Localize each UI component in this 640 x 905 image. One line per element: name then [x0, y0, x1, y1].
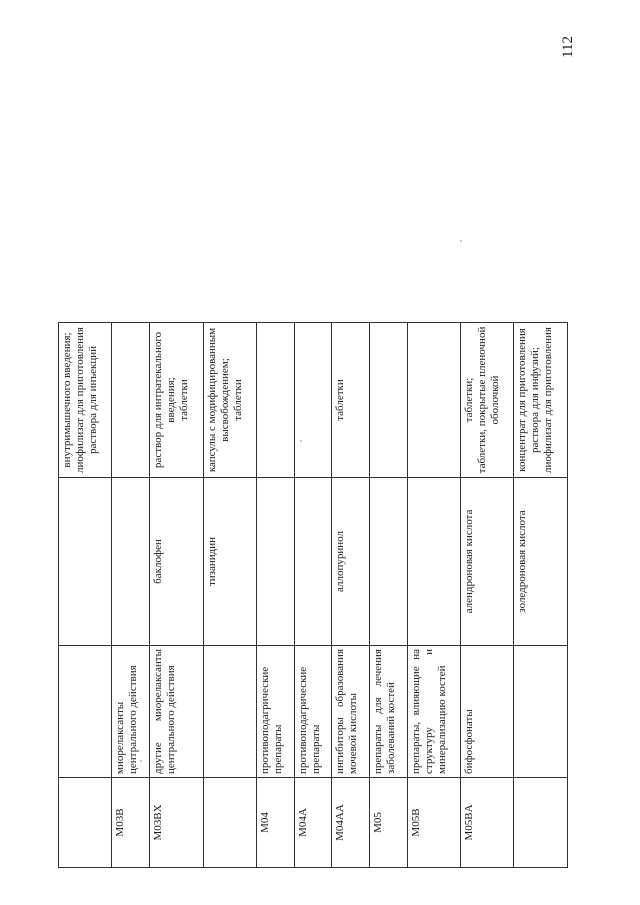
atc-group-cell — [203, 646, 256, 778]
atc-code-cell — [59, 778, 112, 868]
atc-code-cell — [514, 778, 568, 868]
table-row — [256, 323, 294, 868]
table-row — [369, 323, 407, 868]
table-row — [514, 323, 568, 868]
page-number: 112 — [560, 36, 576, 58]
inn-cell: тизанидин — [203, 478, 256, 646]
inn-cell — [369, 478, 407, 646]
dosage-form-cell — [294, 323, 332, 478]
table-row — [150, 323, 203, 868]
rotated-drug-table — [58, 323, 568, 868]
dosage-form-cell — [256, 323, 294, 478]
inn-cell — [59, 478, 112, 646]
dosage-form-cell: таблетки — [332, 323, 370, 478]
atc-group-cell: препараты, влияющие на структуру и минерализацию костей — [407, 646, 460, 778]
inn-cell — [294, 478, 332, 646]
dosage-form-cell: раствор для интратекального введения; таблетки — [150, 323, 203, 478]
atc-code-cell: M05B — [407, 778, 460, 868]
inn-cell: золедроновая кислота — [514, 478, 568, 646]
atc-group-cell: противоподагрические препараты — [294, 646, 332, 778]
table-row — [461, 323, 514, 868]
inn-cell: баклофен — [150, 478, 203, 646]
inn-cell — [112, 478, 150, 646]
scan-artifact — [460, 240, 462, 242]
dosage-form-cell — [407, 323, 460, 478]
atc-code-cell: M04AA — [332, 778, 370, 868]
atc-group-cell: противоподагрические препараты — [256, 646, 294, 778]
atc-code-cell — [203, 778, 256, 868]
atc-group-cell: другие миорелаксанты центрального действия — [150, 646, 203, 778]
dosage-form-cell: капсулы с модифицированным высвобождением; таблетки — [203, 323, 256, 478]
inn-cell — [256, 478, 294, 646]
table-row — [59, 323, 112, 868]
table-row — [332, 323, 370, 868]
atc-group-cell: ингибиторы образования мочевой кислоты — [332, 646, 370, 778]
atc-group-cell: бифосфонаты — [461, 646, 514, 778]
atc-code-cell: M03BX — [150, 778, 203, 868]
atc-code-cell: M03B — [112, 778, 150, 868]
table-row — [407, 323, 460, 868]
atc-group-cell — [514, 646, 568, 778]
atc-code-cell: M05BA — [461, 778, 514, 868]
dosage-form-cell — [112, 323, 150, 478]
atc-group-cell: препараты для лечения заболеваний костей — [369, 646, 407, 778]
atc-code-cell: M04 — [256, 778, 294, 868]
inn-cell: алендроновая кислота — [461, 478, 514, 646]
table-row — [294, 323, 332, 868]
dosage-form-cell: внутримышечного введения; лиофилизат для приготовления раствора для инъекций — [59, 323, 112, 478]
atc-group-cell: миорелаксанты центрального действия — [112, 646, 150, 778]
table-row — [203, 323, 256, 868]
inn-cell — [407, 478, 460, 646]
atc-code-cell: M04A — [294, 778, 332, 868]
inn-cell: аллопуринол — [332, 478, 370, 646]
table-row — [112, 323, 150, 868]
drug-table — [58, 322, 568, 868]
atc-code-cell: M05 — [369, 778, 407, 868]
dosage-form-cell: концентрат для приготовления раствора для инфузий; лиофилизат для приготовления — [514, 323, 568, 478]
atc-group-cell — [59, 646, 112, 778]
dosage-form-cell — [369, 323, 407, 478]
dosage-form-cell: таблетки; таблетки, покрытые пленочной оболочкой — [461, 323, 514, 478]
